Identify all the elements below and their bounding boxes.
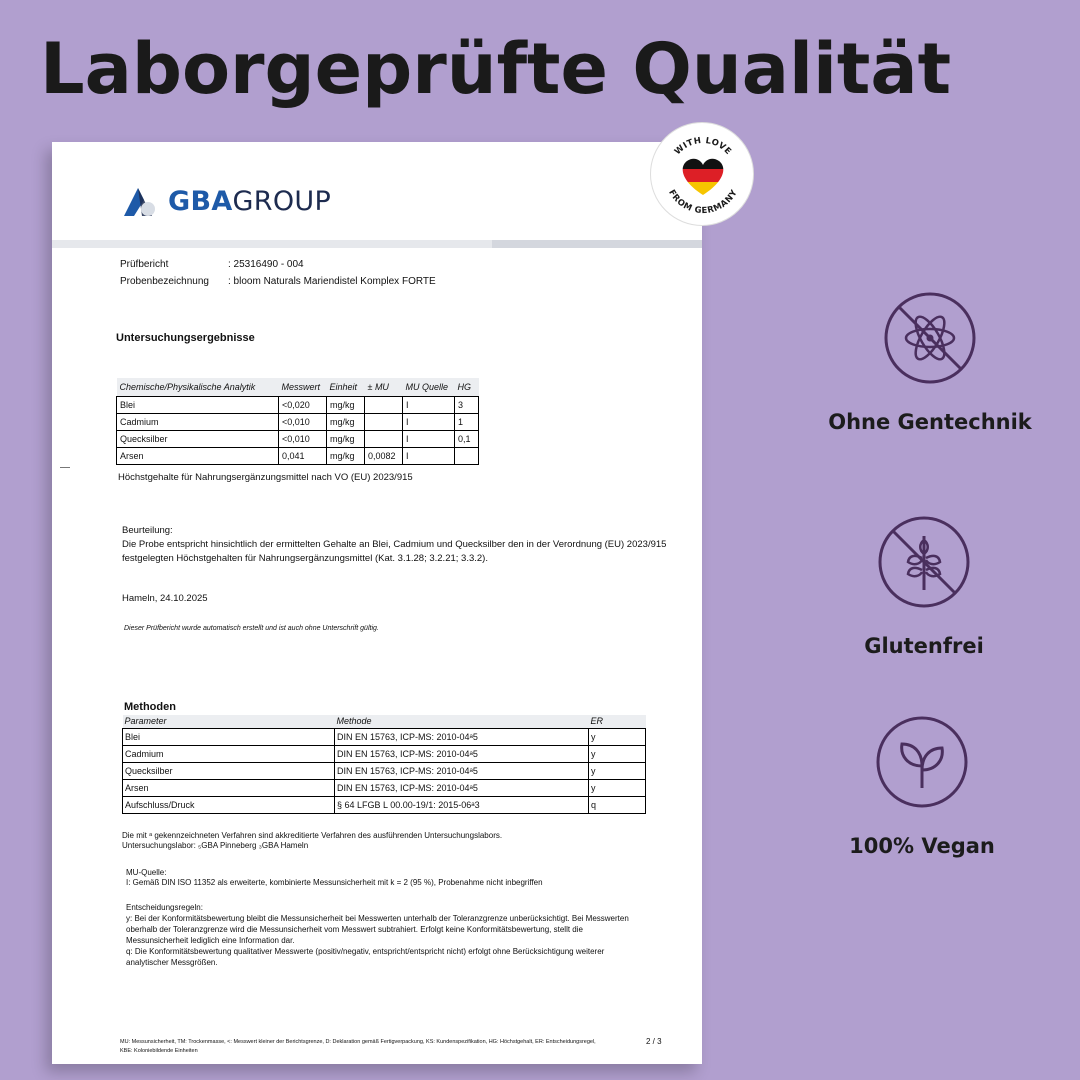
assessment-title: Beurteilung: xyxy=(122,525,173,536)
results-title: Untersuchungsergebnisse xyxy=(116,332,255,344)
table-cell: Arsen xyxy=(117,447,279,464)
table-row xyxy=(117,447,479,464)
table-cell: Quecksilber xyxy=(117,430,279,447)
methods-table xyxy=(122,715,646,814)
table-cell: DIN EN 15763, ICP-MS: 2010-04ᵃ5 xyxy=(335,745,589,762)
table-cell: 3 xyxy=(455,396,479,413)
table-row xyxy=(117,430,479,447)
table-row xyxy=(123,796,646,813)
table-cell xyxy=(365,430,403,447)
results-header: Chemische/Physikalische Analytik xyxy=(117,378,279,396)
table-cell: mg/kg xyxy=(327,447,365,464)
table-cell: Aufschluss/Druck xyxy=(123,796,335,813)
no-gluten-wheat-icon xyxy=(876,514,972,610)
legal-footnote: MU: Messunsicherheit, TM: Trockenmasse, <: Messwert kleiner der Berichtsgrenze, D: Deklaration gemäß Fertigverpackung, KS: Kundenspezifikation, HG: Höchstgehalt, ER: Entscheidungsregel, KBE: Koloniebildende Einheiten xyxy=(120,1039,596,1054)
vegan-leaf-icon xyxy=(874,714,970,810)
table-cell: mg/kg xyxy=(327,413,365,430)
assessment-text: Die Probe entspricht hinsichtlich der ermittelten Gehalte an Blei, Cadmium und Quecksilber den in der Verordnung (EU) 2023/915 festgelegten Höchstgehalten für Nahrungsergänzungsmittel (Kat. 3.1.28; 3.2.21; 3.3.2). xyxy=(122,539,667,564)
results-header: Einheit xyxy=(327,378,365,396)
feature-label: Glutenfrei xyxy=(864,634,984,658)
rules-y: y: Bei der Konformitätsbewertung bleibt die Messunsicherheit bei Messwerten unterhalb der Toleranzgrenze unberücksichtigt. Bei Messwerten oberhalb der Toleranzgrenze wird die Messunsicherheit vom Messwert subtrahiert. Erfolgt keine Konformitätsbewertung, stellt die Messunsicherheit lediglich eine Information dar. xyxy=(126,914,629,945)
table-cell: <0,010 xyxy=(279,430,327,447)
table-cell: DIN EN 15763, ICP-MS: 2010-04ᵃ5 xyxy=(335,762,589,779)
rules-title: Entscheidungsregeln: xyxy=(126,903,203,912)
table-cell: I xyxy=(403,430,455,447)
results-header: MU Quelle xyxy=(403,378,455,396)
report-meta xyxy=(120,256,436,290)
table-cell: y xyxy=(589,745,646,762)
table-cell: Blei xyxy=(117,396,279,413)
table-cell: 0,0082 xyxy=(365,447,403,464)
meta-key-report: Prüfbericht xyxy=(120,259,169,270)
results-table xyxy=(116,378,479,465)
table-row xyxy=(117,396,479,413)
accreditation-note xyxy=(122,831,502,851)
rules-q: q: Die Konformitätsbewertung qualitativer Messwerte (positiv/negativ, entspricht/entspricht nicht) erfolgt ohne Berücksichtigung weiterer analytischer Messgrößen. xyxy=(126,947,605,967)
mu-title: MU-Quelle: xyxy=(126,868,167,877)
table-cell xyxy=(365,396,403,413)
meta-value-sample: : bloom Naturals Mariendistel Komplex FORTE xyxy=(228,276,436,287)
methods-header-row xyxy=(123,715,646,728)
table-cell: Quecksilber xyxy=(123,762,335,779)
feature-label: 100% Vegan xyxy=(849,834,995,858)
table-row xyxy=(123,762,646,779)
table-cell: I xyxy=(403,447,455,464)
mu-text: I: Gemäß DIN ISO 11352 als erweiterte, kombinierte Messunsicherheit mit k = 2 (95 %), Probenahme nicht inbegriffen xyxy=(126,878,543,887)
header-rule-accent xyxy=(492,240,702,248)
badge-top-text: WITH LOVE xyxy=(672,135,734,158)
no-gmo-atom-icon xyxy=(882,290,978,386)
labs-line: Untersuchungslabor: ₅GBA Pinneberg ₃GBA Hameln xyxy=(122,841,309,850)
badge-bottom-text: FROM GERMANY xyxy=(666,188,740,217)
methods-header: Methode xyxy=(335,715,589,728)
methods-header: Parameter xyxy=(123,715,335,728)
table-cell: mg/kg xyxy=(327,396,365,413)
results-header: HG xyxy=(455,378,479,396)
table-cell: y xyxy=(589,728,646,745)
mu-source xyxy=(126,868,543,888)
decision-rules xyxy=(126,902,646,968)
auto-generated-note: Dieser Prüfbericht wurde automatisch erstellt und ist auch ohne Unterschrift gültig. xyxy=(124,625,379,632)
results-note: Höchstgehalte für Nahrungsergänzungsmittel nach VO (EU) 2023/915 xyxy=(118,472,413,483)
feature-label: Ohne Gentechnik xyxy=(828,410,1032,434)
table-cell: 0,041 xyxy=(279,447,327,464)
table-cell: DIN EN 15763, ICP-MS: 2010-04ᵃ5 xyxy=(335,779,589,796)
methods-title: Methoden xyxy=(124,701,176,713)
assessment xyxy=(122,524,682,566)
feature-vegan xyxy=(792,714,1052,858)
table-cell: <0,020 xyxy=(279,396,327,413)
table-cell xyxy=(455,447,479,464)
table-cell: DIN EN 15763, ICP-MS: 2010-04ᵃ5 xyxy=(335,728,589,745)
meta-key-sample: Probenbezeichnung xyxy=(120,276,209,287)
margin-mark xyxy=(60,467,70,468)
results-header: Messwert xyxy=(279,378,327,396)
logo-wordmark: GBAGROUP xyxy=(168,185,332,217)
table-row xyxy=(117,413,479,430)
svg-text:WITH LOVE xyxy=(673,136,733,157)
feature-gluten-free xyxy=(794,514,1054,658)
table-cell: Blei xyxy=(123,728,335,745)
germany-heart-icon xyxy=(651,123,755,227)
made-in-germany-badge xyxy=(650,122,754,226)
table-row xyxy=(123,779,646,796)
table-cell: Cadmium xyxy=(117,413,279,430)
table-cell: y xyxy=(589,762,646,779)
table-cell: <0,010 xyxy=(279,413,327,430)
table-cell: q xyxy=(589,796,646,813)
table-cell: Arsen xyxy=(123,779,335,796)
methods-header: ER xyxy=(589,715,646,728)
table-cell: § 64 LFGB L 00.00-19/1: 2015-06ᵃ3 xyxy=(335,796,589,813)
table-cell: Cadmium xyxy=(123,745,335,762)
feature-no-gmo xyxy=(800,290,1060,434)
gba-logo-icon xyxy=(122,184,162,218)
table-row xyxy=(123,745,646,762)
table-cell: mg/kg xyxy=(327,430,365,447)
table-row xyxy=(123,728,646,745)
place-date: Hameln, 24.10.2025 xyxy=(122,593,208,604)
table-cell xyxy=(365,413,403,430)
headline: Laborgeprüfte Qualität xyxy=(40,28,952,110)
table-cell: 0,1 xyxy=(455,430,479,447)
results-header: ± MU xyxy=(365,378,403,396)
gba-logo xyxy=(122,184,331,218)
table-cell: I xyxy=(403,413,455,430)
table-cell: I xyxy=(403,396,455,413)
table-cell: y xyxy=(589,779,646,796)
meta-value-report: : 25316490 - 004 xyxy=(228,259,304,270)
page-number: 2 / 3 xyxy=(646,1037,662,1046)
table-cell: 1 xyxy=(455,413,479,430)
results-header-row xyxy=(117,378,479,396)
lab-report-document xyxy=(52,142,702,1064)
accreditation-text: Die mit ᵃ gekennzeichneten Verfahren sind akkreditierte Verfahren des ausführenden Untersuchungslabors. xyxy=(122,831,503,840)
